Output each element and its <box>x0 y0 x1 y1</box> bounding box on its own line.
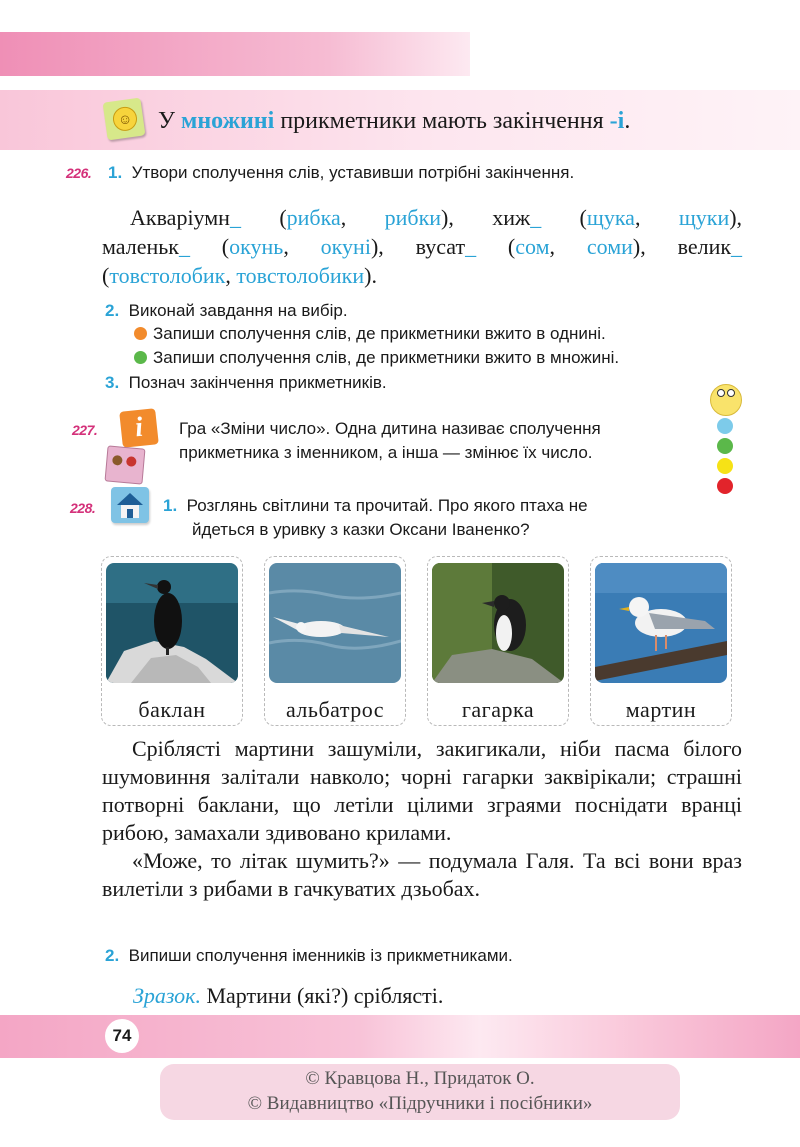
exercise-number: 228. <box>70 500 96 516</box>
passage-text: Акваріумн <box>130 205 230 230</box>
answer-option: _ <box>731 234 743 259</box>
passage-text: ), хиж <box>441 205 531 230</box>
passage-text: , <box>549 234 587 259</box>
passage-text: , <box>283 234 321 259</box>
passage-text: ( <box>189 234 230 259</box>
albatross-photo <box>269 563 401 683</box>
photo-card-albatross <box>264 556 406 726</box>
passage-text: ( <box>476 234 516 259</box>
game-task-line: Гра «Зміни число». Одна дитина називає сполучення <box>179 419 601 438</box>
difficulty-balls-icon <box>704 384 744 494</box>
passage-line <box>102 261 742 290</box>
exercise-number: 226. <box>66 165 92 181</box>
cormorant-photo <box>106 563 238 683</box>
passage-text: маленьк <box>102 234 179 259</box>
passage-text: ( <box>102 263 110 288</box>
info-icon: i <box>119 408 159 448</box>
option-plural: Запиши сполучення слів, де прикметники вжито в множині. <box>134 348 619 368</box>
task-step-1: 1. Утвори сполучення слів, уставивши потрібні закінчення. <box>108 163 575 182</box>
answer-option: окуні <box>320 234 371 259</box>
passage-text: ), <box>729 205 743 230</box>
story-excerpt <box>102 735 742 903</box>
answer-option: _ <box>229 205 241 230</box>
answer-option: _ <box>178 234 190 259</box>
passage-text: ( <box>240 205 287 230</box>
passage-text: , <box>634 205 679 230</box>
bee-icon <box>710 384 742 416</box>
photo-card-cormorant <box>101 556 243 726</box>
gull-photo <box>595 563 727 683</box>
exercise-number: 227. <box>72 422 98 438</box>
copyright-line: © Кравцова Н., Придаток О. <box>305 1068 535 1089</box>
answer-option: окунь <box>229 234 284 259</box>
exercise-passage <box>102 203 742 290</box>
task-step-3: 3. Познач закінчення прикметників. <box>105 373 387 392</box>
passage-line <box>102 203 742 232</box>
task-step-2: 2. Випиши сполучення іменників із прикметниками. <box>105 946 513 965</box>
story-paragraph: «Може, то літак шумить?» — подумала Галя. Та всі вони враз вилетіли з рибами в гачкуватих дзьобах. <box>102 848 742 901</box>
page-number: 74 <box>105 1019 139 1053</box>
copyright-line: © Видавництво «Підручники і посібники» <box>247 1093 593 1114</box>
passage-text: , <box>340 205 385 230</box>
task-step-1-line: 1. Розглянь світлини та прочитай. Про якого птаха не <box>163 496 588 515</box>
orange-circle-icon <box>134 327 147 340</box>
grammar-rule: У множині прикметники мають закінчення -і. <box>158 108 631 134</box>
task-step-2: 2. Виконай завдання на вибір. <box>105 301 348 320</box>
photo-card-razorbill <box>427 556 569 726</box>
answer-option: _ <box>465 234 477 259</box>
passage-text: ), вусат <box>370 234 466 259</box>
passage-line <box>102 232 742 261</box>
passage-text: ), велик <box>632 234 732 259</box>
header-band <box>0 32 470 76</box>
answer-option: товстолобик <box>109 263 226 288</box>
smiley-note-icon: ☺ <box>103 98 146 141</box>
answer-option: рибка <box>286 205 341 230</box>
answer-option: сом <box>515 234 550 259</box>
sample-answer: Зразок. Мартини (які?) сріблясті. <box>133 983 444 1008</box>
razorbill-photo <box>432 563 564 683</box>
story-paragraph: Сріблясті мартини зашуміли, закигикали, ніби пасма білого шумовиння залітали навколо; чорні гагарки заквірікали; страшні потворні баклани, що летіли цілими зграями поснідати вранці рибою, замахали здивовано крилами. <box>102 736 742 845</box>
answer-option: товстолобики <box>236 263 365 288</box>
option-singular: Запиши сполучення слів, де прикметники вжито в однині. <box>134 324 606 344</box>
copyright-box <box>160 1064 680 1120</box>
passage-text: ( <box>541 205 587 230</box>
green-circle-icon <box>134 351 147 364</box>
photo-caption: альбатрос <box>285 697 385 722</box>
house-icon <box>111 487 149 523</box>
answer-option: щуки <box>678 205 730 230</box>
photo-caption: мартин <box>625 697 697 722</box>
task-step-1-line2: йдеться в уривку з казки Оксани Іваненко? <box>192 520 530 539</box>
photo-card-gull <box>590 556 732 726</box>
passage-text: ). <box>364 263 377 288</box>
answer-option: _ <box>530 205 542 230</box>
game-task-line: прикметника з іменником, а інша — змінює їх число. <box>179 443 593 462</box>
photo-caption: баклан <box>138 697 206 722</box>
answer-option: рибки <box>384 205 442 230</box>
children-icon <box>105 445 146 484</box>
photo-caption: гагарка <box>461 697 535 722</box>
passage-text: , <box>225 263 237 288</box>
answer-option: щука <box>586 205 635 230</box>
answer-option: соми <box>586 234 633 259</box>
